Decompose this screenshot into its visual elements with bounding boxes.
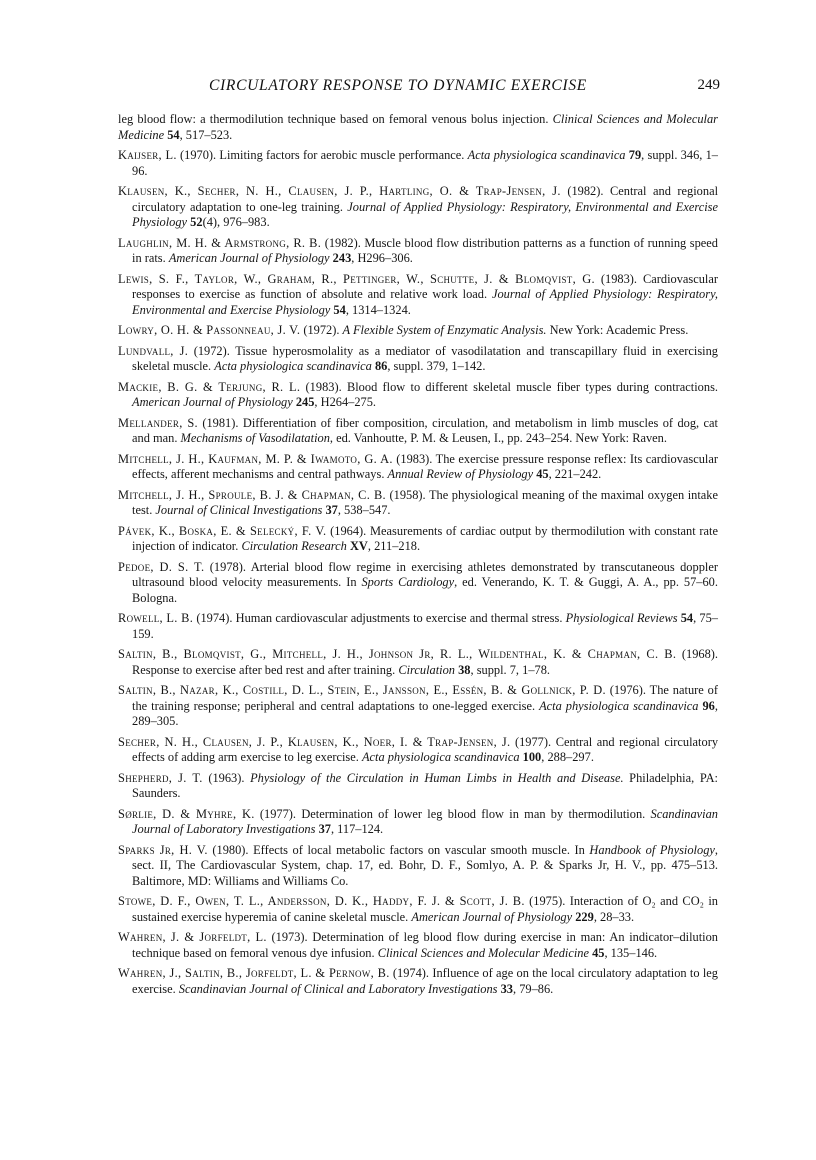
reference-title: Blood flow to different skeletal muscle fiber types during contractions. <box>346 379 718 394</box>
reference-entry <box>118 735 718 766</box>
reference-title: Differentiation of fiber composition, circulation, and metabolism in limb muscles of dog, cat and man. <box>132 415 718 445</box>
reference-entry <box>118 611 718 642</box>
reference-volume: 243 <box>332 251 352 265</box>
reference-volume: 96 <box>702 698 715 713</box>
reference-pages: , 28–33. <box>593 909 635 924</box>
reference-year: (1978). <box>204 559 251 574</box>
reference-journal: Handbook of Physiology <box>589 842 715 857</box>
reference-pages: , 211–218. <box>367 539 421 553</box>
reference-authors: Klausen, K., Secher, N. H., Clausen, J. P., Hartling, O. & Trap-Jensen, J. <box>118 184 561 198</box>
reference-journal: Acta physiologica scandinavica <box>467 148 626 162</box>
reference-pages: , suppl. 379, 1–142. <box>387 359 486 373</box>
reference-title: Determination of leg blood flow during exercise in man: An indicator–dilution technique based on femoral venous dye infusion. <box>132 930 719 960</box>
reference-journal: Scandinavian Journal of Clinical and Laboratory Investigations <box>178 981 498 996</box>
page <box>118 78 718 1002</box>
reference-title: Determination of lower leg blood flow in man by thermodilution. <box>301 806 646 821</box>
reference-entry <box>118 488 718 519</box>
reference-journal: Scandinavian Journal of Laboratory Investigations <box>132 806 718 836</box>
reference-title: Effects of local metabolic factors on vascular smooth muscle. In <box>253 842 585 857</box>
reference-journal: Clinical Sciences and Molecular Medicine <box>377 945 589 960</box>
reference-authors: Mackie, B. G. & Terjung, R. L. <box>118 379 301 394</box>
reference-title: The exercise pressure response reflex: Its cardiovascular effects, afferent mechanisms and central pathways. <box>132 451 718 481</box>
reference-title: Influence of age on the local circulatory adaptation to leg exercise. <box>132 966 718 996</box>
reference-entry <box>118 807 718 838</box>
reference-journal: Journal of Applied Physiology: Respiratory, Environmental and Exercise Physiology <box>132 199 718 229</box>
reference-year: (1975). <box>524 894 570 908</box>
reference-pages: (4), 976–983. <box>202 215 270 229</box>
reference-authors: Laughlin, M. H. & Armstrong, R. B. <box>118 235 322 250</box>
reference-journal: Acta physiologica scandinavica <box>361 750 520 764</box>
reference-pages: , H264–275. <box>314 395 377 409</box>
reference-entry <box>118 184 718 231</box>
reference-title: Cardiovascular responses to exercise as function of absolute and relative work load. <box>132 271 719 301</box>
reference-journal: American Journal of Physiology <box>411 909 573 924</box>
reference-journal: Circulation Research <box>241 539 347 553</box>
reference-volume: 45 <box>536 467 549 481</box>
reference-journal: American Journal of Physiology <box>132 395 293 409</box>
reference-pages: , 135–146. <box>604 945 658 960</box>
reference-year: (1980). <box>207 842 254 857</box>
reference-journal: Journal of Applied Physiology: Respiratory, Environmental and Exercise Physiology <box>132 287 718 317</box>
reference-volume: 52 <box>190 215 203 229</box>
reference-entry <box>118 323 718 339</box>
reference-authors: Secher, N. H., Clausen, J. P., Klausen, K., Noer, I. & Trap-Jensen, J. <box>118 734 511 749</box>
reference-pages: , 288–297. <box>541 750 594 764</box>
reference-journal: Clinical Sciences and Molecular Medicine <box>118 112 718 142</box>
reference-volume: 54 <box>680 611 694 625</box>
reference-volume: 38 <box>458 662 471 677</box>
reference-year: (1977). <box>254 806 302 821</box>
reference-year: (1983). <box>392 451 436 466</box>
reference-volume: XV <box>349 539 368 553</box>
reference-entry <box>118 148 718 179</box>
reference-entry <box>118 416 718 447</box>
reference-entry <box>118 380 718 411</box>
reference-title: Measurements of cardiac output by thermodilution with constant rate injection of indicator. <box>132 523 718 553</box>
page-header <box>118 78 718 104</box>
reference-year: (1963). <box>202 770 251 785</box>
reference-entry <box>118 771 718 802</box>
reference-authors: Saltin, B., Blomqvist, G., Mitchell, J. H., Johnson Jr, R. L., Wildenthal, K. & Chapman, C. B. <box>118 647 677 661</box>
reference-year: (1976). <box>605 683 650 697</box>
reference-entry <box>118 683 718 730</box>
reference-entry <box>118 647 718 678</box>
reference-authors: Wahren, J., Saltin, B., Jorfeldt, L. & Pernow, B. <box>118 966 390 980</box>
reference-year: (1973). <box>266 930 313 944</box>
reference-volume: 54 <box>167 127 180 142</box>
page-number: 249 <box>697 77 720 93</box>
reference-year: (1981). <box>197 415 243 430</box>
reference-authors: Sparks Jr, H. V. <box>118 842 208 857</box>
reference-year: (1974). <box>389 966 433 980</box>
reference-pages: , 75–159. <box>132 611 718 641</box>
reference-volume: 33 <box>500 981 513 996</box>
reference-authors: Pedoe, D. S. T. <box>118 559 205 574</box>
reference-list <box>118 112 718 997</box>
reference-journal: Physiological Reviews <box>565 611 678 625</box>
reference-title: Muscle blood flow distribution patterns as a function of running speed in rats. <box>132 235 718 265</box>
reference-journal: Journal of Clinical Investigations <box>155 503 323 517</box>
reference-pages: , H296–306. <box>351 251 413 265</box>
reference-entry <box>118 930 718 961</box>
reference-volume: 86 <box>374 359 388 373</box>
reference-year: (1964). <box>326 523 371 538</box>
reference-title: Human cardiovascular adjustments to exercise and thermal stress. <box>235 611 563 625</box>
reference-volume: 245 <box>295 395 315 409</box>
reference-journal: Circulation <box>398 662 455 677</box>
reference-authors: Saltin, B., Nazar, K., Costill, D. L., Stein, E., Jansson, E., Essén, B. & Gollnick, P. D. <box>118 683 606 697</box>
reference-title: Central and regional circulatory adaptation to one-leg training. <box>132 184 719 214</box>
reference-pages: , 517–523. <box>179 127 233 142</box>
reference-pages: , 538–547. <box>337 503 391 517</box>
reference-volume: 79 <box>628 148 642 162</box>
reference-title: Tissue hyperosmolality as a mediator of vasodilatation and transcapillary fluid in exercising skeletal muscle. <box>132 343 718 373</box>
reference-authors: Mitchell, J. H., Sproule, B. J. & Chapman, C. B. <box>118 487 386 502</box>
reference-pages: , 221–242. <box>548 467 602 481</box>
reference-pages: , 289–305. <box>132 698 718 728</box>
reference-title: The physiological meaning of the maximal oxygen intake test. <box>132 487 718 517</box>
reference-title: Central and regional circulatory effects of adding arm exercise to leg exercise. <box>132 734 719 764</box>
reference-pages: , sect. II, The Cardiovascular System, chap. 17, ed. Bohr, D. F., Somlyo, A. P. & Sparks Jr, H. V., pp. 475–513. Baltimore, MD: Williams and Williams Co. <box>132 842 719 888</box>
reference-journal: American Journal of Physiology <box>168 251 330 265</box>
reference-volume: 37 <box>318 822 331 836</box>
reference-authors: Kaijser, L. <box>118 148 177 162</box>
reference-journal: Acta physiologica scandinavica <box>539 698 699 713</box>
reference-title: Arterial blood flow regime in exercising athletes demonstrated by transcutaneous doppler ultrasound blood velocity measurements. In <box>132 559 718 589</box>
reference-pages: , 117–124. <box>330 822 384 836</box>
reference-journal: Sports Cardiology <box>361 575 455 589</box>
reference-entry <box>118 452 718 483</box>
reference-pages: New York: Academic Press. <box>546 323 689 337</box>
running-title: CIRCULATORY RESPONSE TO DYNAMIC EXERCISE <box>209 77 587 94</box>
reference-journal: Mechanisms of Vasodilatation <box>180 431 330 445</box>
reference-authors: Pávek, K., Boska, E. & Selecký, F. V. <box>118 523 327 538</box>
reference-authors: Sørlie, D. & Myhre, K. <box>118 806 255 821</box>
reference-title: The nature of the training response; peripheral and central adaptations to one-legged exercise. <box>132 683 718 713</box>
reference-year: (1974). <box>193 611 236 625</box>
reference-pages: , suppl. 7, 1–78. <box>470 662 551 677</box>
reference-authors: Lowry, O. H. & Passonneau, J. V. <box>118 323 301 337</box>
reference-year: (1982). <box>321 235 365 250</box>
reference-year: (1972). <box>300 323 343 337</box>
reference-pages: , 1314–1324. <box>345 302 411 317</box>
reference-volume: 229 <box>575 909 594 924</box>
reference-pages: , suppl. 346, 1–96. <box>132 148 718 178</box>
reference-journal: Acta physiologica scandinavica <box>214 359 372 373</box>
reference-authors: Stowe, D. F., Owen, T. L., Andersson, D. K., Haddy, F. J. & Scott, J. B. <box>118 894 525 908</box>
reference-authors: Wahren, J. & Jorfeldt, L. <box>118 930 267 944</box>
reference-authors: Shepherd, J. T. <box>118 770 203 785</box>
reference-journal: Physiology of the Circulation in Human Limbs in Health and Disease. <box>250 770 624 785</box>
reference-volume: 45 <box>592 945 605 960</box>
reference-journal: Annual Review of Physiology <box>387 467 534 481</box>
reference-pages: , 79–86. <box>513 981 554 996</box>
reference-authors: Lundvall, J. <box>118 343 189 358</box>
reference-authors: Mellander, S. <box>118 415 198 430</box>
reference-year: (1982). <box>560 184 611 198</box>
reference-authors: Lewis, S. F., Taylor, W., Graham, R., Pettinger, W., Schutte, J. & Blomqvist, G. <box>118 271 595 286</box>
reference-entry <box>118 560 718 607</box>
reference-pages: Philadelphia, PA: Saunders. <box>132 770 718 800</box>
reference-title: leg blood flow: a thermodilution technique based on femoral venous bolus injection. <box>118 112 549 126</box>
reference-entry <box>118 843 718 890</box>
reference-entry <box>118 894 718 925</box>
reference-entry <box>118 344 718 375</box>
reference-entry <box>118 966 718 997</box>
reference-year: (1983). <box>300 379 347 394</box>
reference-year: (1977). <box>510 734 556 749</box>
reference-volume: 54 <box>333 302 346 317</box>
reference-year: (1972). <box>188 343 236 358</box>
reference-title: Response to exercise after bed rest and after training. <box>132 662 396 677</box>
reference-volume: 37 <box>325 503 338 517</box>
reference-entry <box>118 112 718 143</box>
reference-authors: Rowell, L. B. <box>118 611 194 625</box>
reference-journal: A Flexible System of Enzymatic Analysis. <box>342 323 547 337</box>
reference-entry <box>118 524 718 555</box>
reference-year: (1983). <box>594 271 643 286</box>
reference-entry <box>118 272 718 319</box>
reference-pages: , ed. Vanhoutte, P. M. & Leusen, I., pp. 243–254. New York: Raven. <box>329 431 667 445</box>
reference-pages: , ed. Venerando, K. T. & Guggi, A. A., pp. 57–60. Bologna. <box>132 575 718 605</box>
reference-authors: Mitchell, J. H., Kaufman, M. P. & Iwamoto, G. A. <box>118 451 393 466</box>
reference-title: Interaction of O₂ and CO₂ in sustained exercise hyperemia of canine skeletal muscle. <box>132 894 719 924</box>
reference-entry <box>118 236 718 267</box>
reference-volume: 100 <box>522 750 542 764</box>
reference-year: (1970). <box>176 148 220 162</box>
reference-year: (1958). <box>385 487 429 502</box>
reference-year: (1968). <box>676 647 719 661</box>
reference-title: Limiting factors for aerobic muscle performance. <box>219 148 465 162</box>
